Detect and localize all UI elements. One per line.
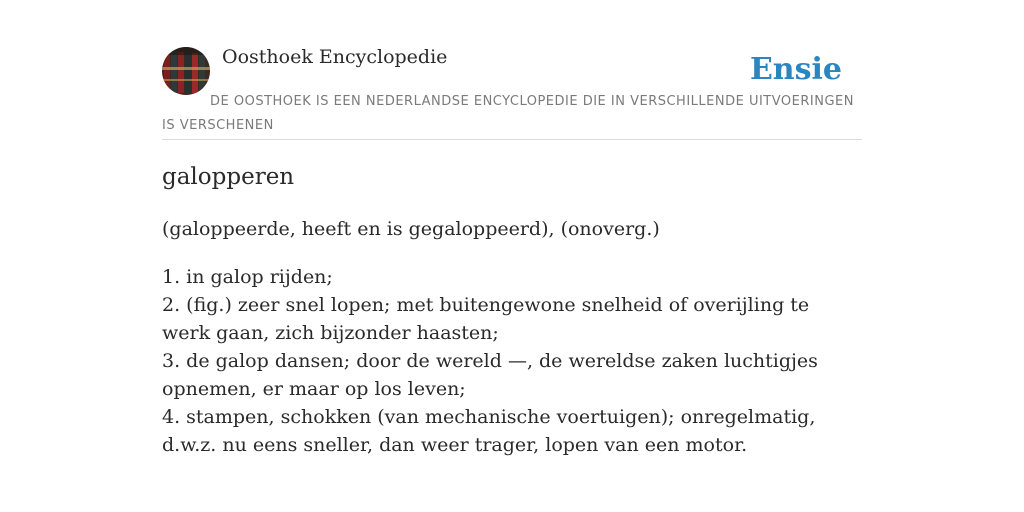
page — [162, 0, 862, 456]
entry-grammar: (galoppeerde, heeft en is gegaloppeerd), (onoverg.) — [162, 218, 660, 240]
entry-sense: 3. de galop dansen; door de wereld —, de wereldse zaken luchtigjes opnemen, er maar op los leven; — [162, 350, 818, 400]
entry-senses — [162, 263, 862, 459]
source-description: DE OOSTHOEK IS EEN NEDERLANDSE ENCYCLOPEDIE DIE IN VERSCHILLENDE UITVOERINGEN IS VERSCHENEN — [162, 94, 854, 133]
entry-sense: 4. stampen, schokken (van mechanische voertuigen); onregelmatig, d.w.z. nu eens sneller, dan weer trager, lopen van een motor. — [162, 406, 816, 456]
source-header — [162, 0, 862, 140]
entry-sense: 1. in galop rijden; — [162, 266, 333, 288]
entry-headword: galopperen — [162, 164, 295, 190]
entry-sense: 2. (fig.) zeer snel lopen; met buitengewone snelheid of overijling te werk gaan, zich bijzonder haasten; — [162, 294, 810, 344]
source-title[interactable]: Oosthoek Encyclopedie — [222, 46, 448, 68]
ensie-logo-link[interactable]: Ensie — [749, 52, 842, 87]
encyclopedia-books-icon[interactable] — [162, 47, 210, 95]
